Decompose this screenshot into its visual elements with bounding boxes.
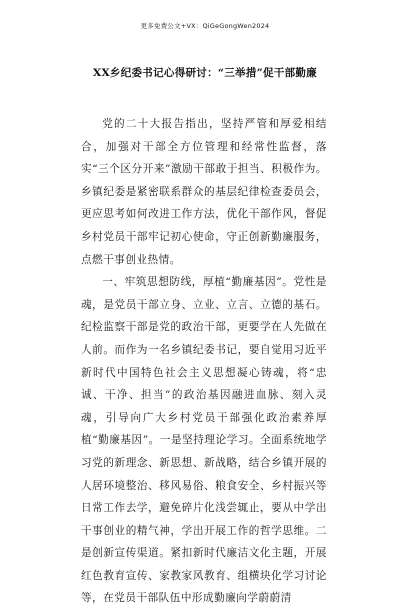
paragraph-section-one: 一、牢筑思想防线，厚植“勤廉基因”。党性是魂，是党员干部立身、立业、立言、立德的基石。纪检监察干部是党的政治干部，更要学在人先做在人前。而作为一名乡镇纪委书记，要自觉用习近平新时代中国特色社会主义思想凝心铸魂，将“忠诚、干净、担当”的政治基因融进血脉、刻入灵魂，引导向广大乡村党员干部强化政治素养厚植“勤廉基因”。一是坚持理论学习。全面系统地学习党的新理念、新思想、新战略，结合乡镇开展的人居环境整治、移风易俗、粮食安全、乡村振兴等日常工作去学，避免碎片化浅尝辄止，要从中学出干事创业的精气神，学出开展工作的哲学思维。二是创新宣传渠道。紧扣新时代廉洁文化主题，开展红色教育宣传、家教家风教育、组横块化学习讨论等，在党员干部队伍中形成勤廉向学蔚蔚清 bbox=[81, 276, 327, 605]
document-body bbox=[81, 113, 327, 610]
paragraph-intro: 党的二十大报告指出，坚持严管和厚爱相结合，加强对干部全方位管理和经常性监督，落实“三个区分开来”激励干部敢于担当、积极作为。乡镇纪委是紧密联系群众的基层纪律检查委员会，更应思考如何改进工作方法，优化干部作风，督促乡村党员干部牢记初心使命，守正创新勤廉服务，点燃干事创业热情。 bbox=[81, 118, 327, 266]
header-note: 更多免费公文+VX：QiGeGongWen2024 bbox=[140, 22, 270, 30]
document-title: XX乡纪委书记心得研讨：“三举措”促干部勤廉 bbox=[93, 67, 317, 79]
